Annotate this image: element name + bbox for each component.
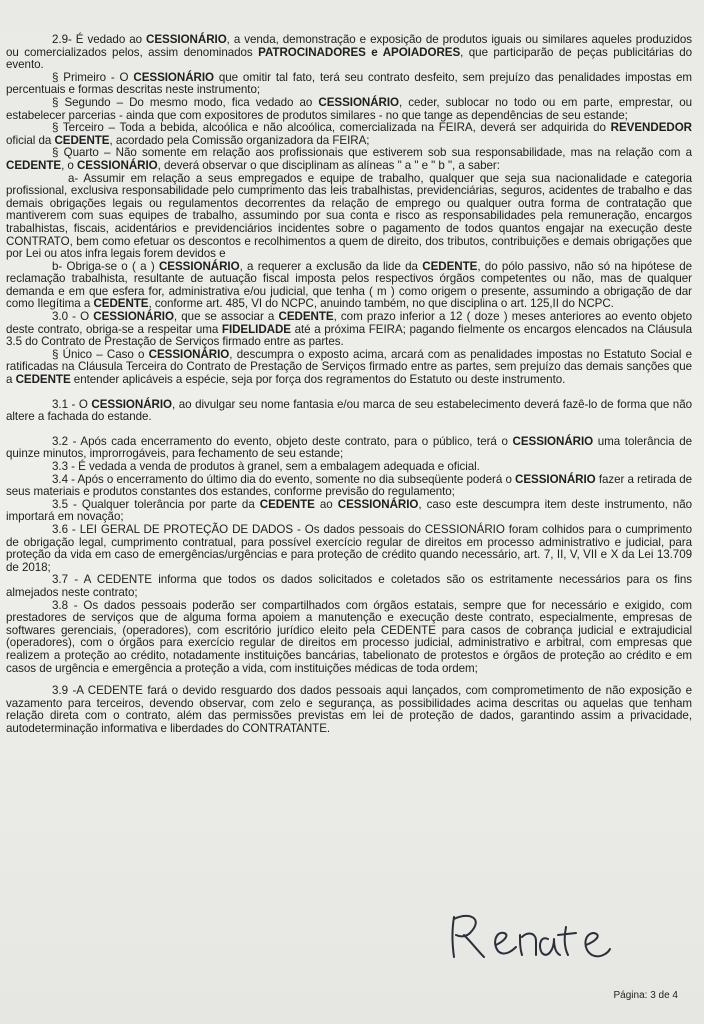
clause-3-7: 3.7 - A CEDENTE informa que todos os dados solicitados e coletados são os estritamente necessários para os fins almejados neste contrato; bbox=[6, 573, 692, 599]
handwritten-signature bbox=[440, 905, 640, 965]
clause-3-3: 3.3 - É vedada a venda de produtos à granel, sem a embalagem adequada e oficial. bbox=[52, 460, 480, 473]
clause-3-4: 3.4 - Após o encerramento do último dia do evento, somente no dia subseqüente poderá o CESSIONÁRIO fazer a retirada de seus materiais e produtos constantes dos estandes, conforme previsão do regulamento; bbox=[6, 472, 692, 499]
clause-3-8: 3.8 - Os dados pessoais poderão ser compartilhados com órgãos estatais, sempre que for necessário e exigido, com prestadores de serviços que de alguma forma apoiem a manutenção e execução deste contrato, especialmente, empresas de softwares gerenciais, (operadores), com escritório jurídico eleito pela CEDENTE para casos de cobrança judicial e extrajudicial (operadores), com o órgãos para exercício regular de direitos em processo judicial, administrativo e arbitral, com empresas que realizem a proteção ao crédito, notadamente instituições bancárias, tabelionato de protestos e órgãos de proteção ao crédito e em casos de urgência e emergência a proteção a vida, com instituições médicas de toda ordem; bbox=[6, 598, 692, 675]
clause-3-2: 3.2 - Após cada encerramento do evento, objeto deste contrato, para o público, terá o CESSIONÁRIO uma tolerância de quinze minutos, improrrogáveis, para fechamento de seu estande; bbox=[6, 434, 693, 461]
clause-paragraph-second: § Segundo – Do mesmo modo, fica vedado ao CESSIONÁRIO, ceder, sublocar no todo ou em parte, emprestar, ou estabelecer parcerias - ainda que com expositores de produtos similares - no que tange as dependências de seu estande; bbox=[6, 95, 692, 122]
clause-item-b: b- Obriga-se o ( a ) CESSIONÁRIO, a requerer a exclusão da lide da CEDENTE, do pólo passivo, não só na hipótese de reclamação trabalhista, resultante de autuação fiscal imposta pelos respectivos órgãos competentes ou não, mas de qualquer demanda e em que esfera for, administrativa e/ou judicial, que tenha ( m ) como origem o presente, assumindo a obrigação de dar como Ilegítima a CEDENTE, conforme art. 485, VI do NCPC, anuindo também, no que disciplina o art. 125,II do NCPC. bbox=[6, 259, 692, 311]
signature-icon bbox=[440, 905, 640, 965]
clause-paragraph-first: § Primeiro - O CESSIONÁRIO que omitir tal fato, terá seu contrato desfeito, sem prejuízo das penalidades impostas em percentuais e formas descritas neste instrumento; bbox=[6, 70, 693, 97]
clause-3-6: 3.6 - LEI GERAL DE PROTEÇÃO DE DADOS - Os dados pessoais do CESSIONÁRIO foram colhidos para o cumprimento de obrigação legal, cumprimento contratual, para possível exercício regular de direitos em processo administrativo e judicial, para proteção da vida em caso de emergências/urgências e para proteção de crédito quando necessário, art. 7, II, V, VII e X da Lei 13.709 de 2018; bbox=[6, 522, 692, 574]
clause-3-0: 3.0 - O CESSIONÁRIO, que se associar a CEDENTE, com prazo inferior a 12 ( doze ) meses anteriores ao evento objeto deste contrato, obriga-se a respeitar uma FIDELIDADE até a próxima FEIRA; pagando fielmente os encargos elencados na Cláusula 3.5 do Contrato de Prestação de Serviços firmado entre as partes. bbox=[6, 310, 692, 349]
clause-2-9: 2.9- É vedado ao CESSIONÁRIO, a venda, demonstração e exposição de produtos iguais ou similares aqueles produzidos ou comercializados pelos, assim denominados PATROCINADORES e APOIADORES, que participarão de peças publicitárias do evento. bbox=[6, 33, 693, 72]
clause-item-a: a- Assumir em relação a seus empregados e equipe de trabalho, qualquer que seja sua nacionalidade e categoria profissional, exclusiva responsabilidade pelo cumprimento das leis trabalhistas, previdenciárias, seguros, acidentes de trabalho e das demais obrigações legais ou regulamentos decorrentes da relação de emprego ou qualquer outra forma de contratação que mantiverem com suas equipes de trabalho, assumindo por sua conta e risco as responsabilidades pela remuneração, encargos trabalhistas, fiscais, acidentários e previdenciários incidentes sobre o pagamento de todos quantos engajar na execução deste CONTRATO, bem como efetuar os descontos e recolhimentos a quem de direito, dos tributos, contribuições e demais obrigações que por Lei ou atos infra legais forem devidos e bbox=[6, 171, 692, 261]
clause-3-9: 3.9 -A CEDENTE fará o devido resguardo dos dados pessoais aqui lançados, com comprometimento de não exposição e vazamento para terceiros, devendo observar, com zelo e segurança, as possibilidades acima descritas ou aquelas que tenham relação direta com o contrato, além das permissões previstas em lei de proteção de dados, garantindo assim a privacidade, autodeterminação informativa e liberdades do CONTRATANTE. bbox=[6, 684, 692, 735]
page-number: Página: 3 de 4 bbox=[613, 990, 678, 1001]
clause-paragraph-unique: § Único – Caso o CESSIONÁRIO, descumpra o exposto acima, arcará com as penalidades impostas no Estatuto Social e ratificadas na Cláusula Terceira do Contrato de Prestação de Serviços firmado entre as partes, sem prejuízo das demais sanções que a CEDENTE entender aplicáveis a espécie, seja por força dos regramentos do Estatuto ou deste instrumento. bbox=[6, 347, 693, 387]
clause-paragraph-fourth: § Quarto – Não somente em relação aos profissionais que estiverem sob sua responsabilidade, mas na relação com a CEDENTE, o CESSIONÁRIO, deverá observar o que disciplinam as alíneas " a " e " b ", a saber: bbox=[6, 146, 692, 172]
clause-paragraph-third: § Terceiro – Toda a bebida, alcoólica e não alcoólica, comercializada na FEIRA, deverá ser adquirida do REVENDEDOR oficial da CEDENTE, acordado pela Comissão organizadora da FEIRA; bbox=[6, 121, 692, 147]
clause-3-1: 3.1 - O CESSIONÁRIO, ao divulgar seu nome fantasia e/ou marca de seu estabelecimento deverá fazê-lo de forma que não altere a fachada do estande. bbox=[6, 397, 692, 424]
clause-3-5: 3.5 - Qualquer tolerância por parte da CEDENTE ao CESSIONÁRIO, caso este descumpra item deste instrumento, não importará em novação; bbox=[6, 497, 693, 524]
contract-text bbox=[6, 34, 692, 735]
